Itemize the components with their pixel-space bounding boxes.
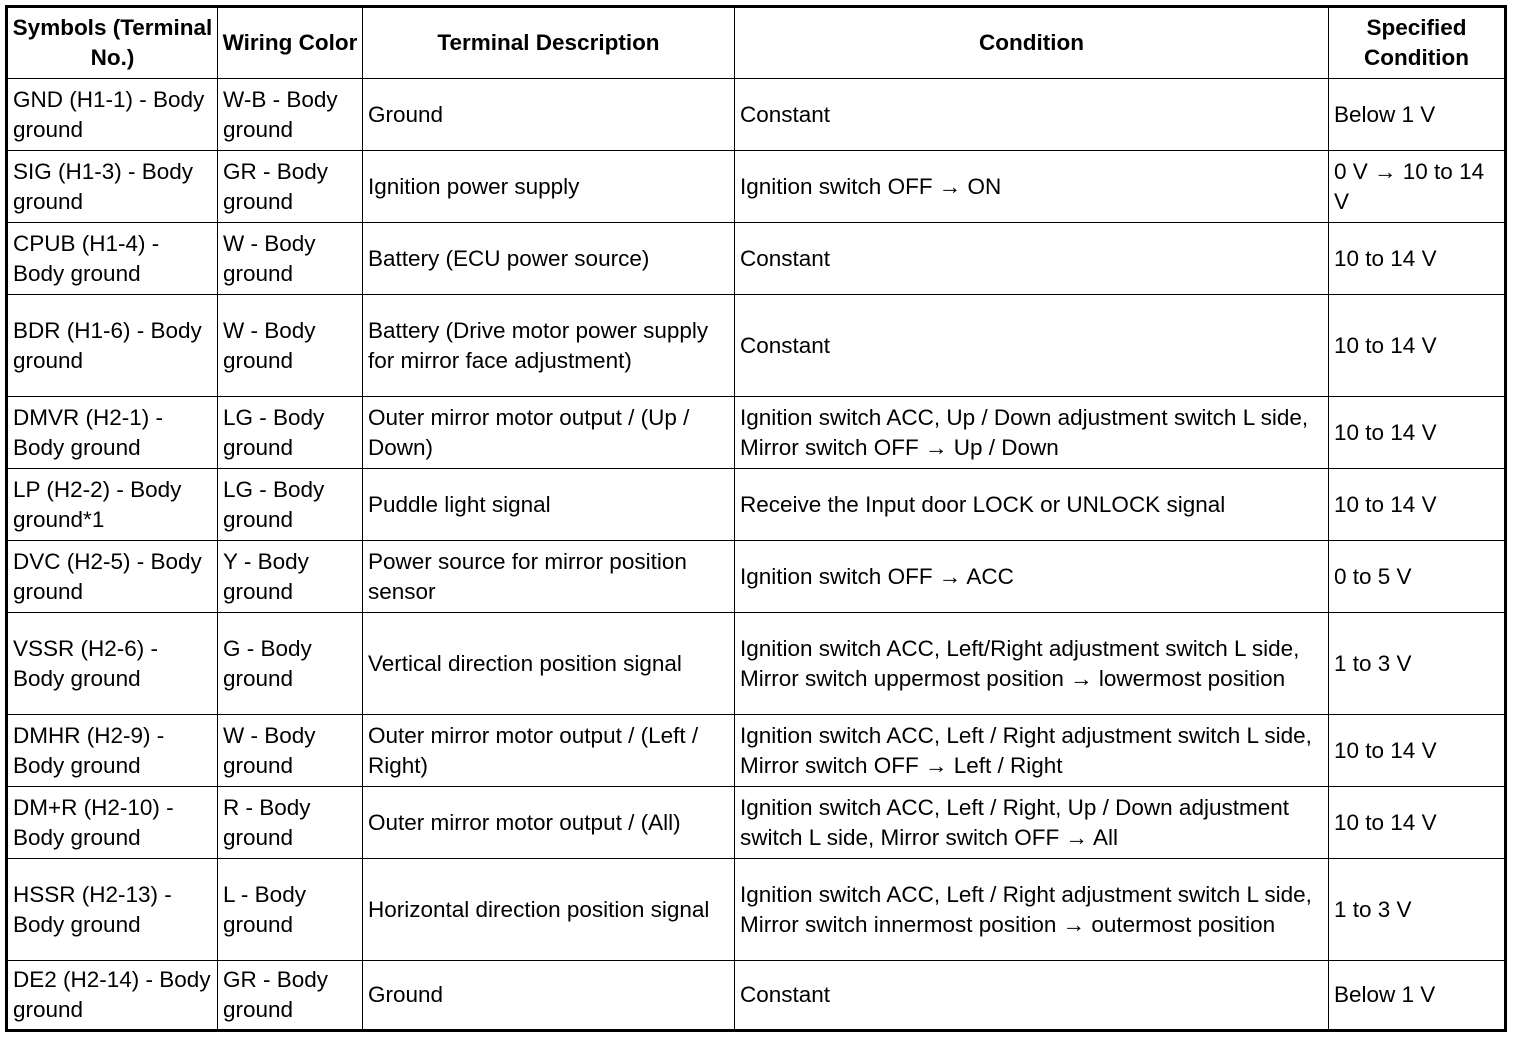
cell-specified: 10 to 14 V (1329, 223, 1506, 295)
table-row (7, 397, 1506, 469)
cell-description: Puddle light signal (363, 469, 735, 541)
cell-symbols: DE2 (H2-14) - Body ground (7, 961, 218, 1031)
cell-description: Outer mirror motor output / (Left / Right) (363, 715, 735, 787)
cell-condition: Ignition switch ACC, Left / Right adjustment switch L side, Mirror switch OFF → Left / Right (735, 715, 1329, 787)
cell-symbols: DMHR (H2-9) - Body ground (7, 715, 218, 787)
cell-condition: Ignition switch ACC, Left/Right adjustment switch L side, Mirror switch uppermost position → lowermost position (735, 613, 1329, 715)
header-symbols: Symbols (Terminal No.) (7, 7, 218, 79)
cell-symbols: DMVR (H2-1) - Body ground (7, 397, 218, 469)
table-row (7, 787, 1506, 859)
cell-wiring-color: G - Body ground (218, 613, 363, 715)
table-row (7, 715, 1506, 787)
terminal-table (5, 5, 1507, 1032)
cell-description: Power source for mirror position sensor (363, 541, 735, 613)
cell-wiring-color: W - Body ground (218, 715, 363, 787)
cell-wiring-color: L - Body ground (218, 859, 363, 961)
table-row (7, 613, 1506, 715)
cell-description: Battery (ECU power source) (363, 223, 735, 295)
table-row (7, 79, 1506, 151)
cell-specified: 1 to 3 V (1329, 613, 1506, 715)
cell-specified: 10 to 14 V (1329, 397, 1506, 469)
cell-description: Horizontal direction position signal (363, 859, 735, 961)
cell-condition: Constant (735, 295, 1329, 397)
cell-description: Vertical direction position signal (363, 613, 735, 715)
cell-symbols: GND (H1-1) - Body ground (7, 79, 218, 151)
header-terminal-description: Terminal Description (363, 7, 735, 79)
table-row (7, 961, 1506, 1031)
cell-condition: Constant (735, 961, 1329, 1031)
cell-description: Ground (363, 79, 735, 151)
table-row (7, 295, 1506, 397)
table-row (7, 223, 1506, 295)
cell-condition: Receive the Input door LOCK or UNLOCK signal (735, 469, 1329, 541)
header-wiring-color: Wiring Color (218, 7, 363, 79)
cell-description: Ground (363, 961, 735, 1031)
cell-wiring-color: GR - Body ground (218, 961, 363, 1031)
cell-specified: Below 1 V (1329, 79, 1506, 151)
cell-description: Ignition power supply (363, 151, 735, 223)
cell-description: Outer mirror motor output / (All) (363, 787, 735, 859)
cell-specified: 10 to 14 V (1329, 787, 1506, 859)
header-specified-condition: Specified Condition (1329, 7, 1506, 79)
cell-wiring-color: W-B - Body ground (218, 79, 363, 151)
table-row (7, 541, 1506, 613)
cell-condition: Ignition switch OFF → ACC (735, 541, 1329, 613)
cell-description: Outer mirror motor output / (Up / Down) (363, 397, 735, 469)
cell-wiring-color: GR - Body ground (218, 151, 363, 223)
cell-wiring-color: R - Body ground (218, 787, 363, 859)
cell-symbols: CPUB (H1-4) - Body ground (7, 223, 218, 295)
cell-wiring-color: Y - Body ground (218, 541, 363, 613)
cell-symbols: DVC (H2-5) - Body ground (7, 541, 218, 613)
cell-wiring-color: W - Body ground (218, 223, 363, 295)
cell-specified: 0 V → 10 to 14 V (1329, 151, 1506, 223)
table-row (7, 469, 1506, 541)
cell-condition: Ignition switch ACC, Left / Right, Up / Down adjustment switch L side, Mirror switch OFF → All (735, 787, 1329, 859)
cell-wiring-color: LG - Body ground (218, 397, 363, 469)
cell-wiring-color: W - Body ground (218, 295, 363, 397)
cell-symbols: DM+R (H2-10) - Body ground (7, 787, 218, 859)
cell-symbols: HSSR (H2-13) - Body ground (7, 859, 218, 961)
table-row (7, 151, 1506, 223)
header-row (7, 7, 1506, 79)
table-row (7, 859, 1506, 961)
cell-condition: Ignition switch ACC, Up / Down adjustment switch L side, Mirror switch OFF → Up / Down (735, 397, 1329, 469)
cell-description: Battery (Drive motor power supply for mirror face adjustment) (363, 295, 735, 397)
header-condition: Condition (735, 7, 1329, 79)
cell-symbols: SIG (H1-3) - Body ground (7, 151, 218, 223)
cell-specified: Below 1 V (1329, 961, 1506, 1031)
cell-condition: Ignition switch ACC, Left / Right adjustment switch L side, Mirror switch innermost position → outermost position (735, 859, 1329, 961)
cell-specified: 1 to 3 V (1329, 859, 1506, 961)
cell-symbols: LP (H2-2) - Body ground*1 (7, 469, 218, 541)
cell-condition: Constant (735, 79, 1329, 151)
cell-symbols: VSSR (H2-6) - Body ground (7, 613, 218, 715)
cell-symbols: BDR (H1-6) - Body ground (7, 295, 218, 397)
cell-condition: Constant (735, 223, 1329, 295)
cell-specified: 10 to 14 V (1329, 295, 1506, 397)
cell-condition: Ignition switch OFF → ON (735, 151, 1329, 223)
cell-specified: 10 to 14 V (1329, 715, 1506, 787)
cell-specified: 0 to 5 V (1329, 541, 1506, 613)
cell-specified: 10 to 14 V (1329, 469, 1506, 541)
cell-wiring-color: LG - Body ground (218, 469, 363, 541)
